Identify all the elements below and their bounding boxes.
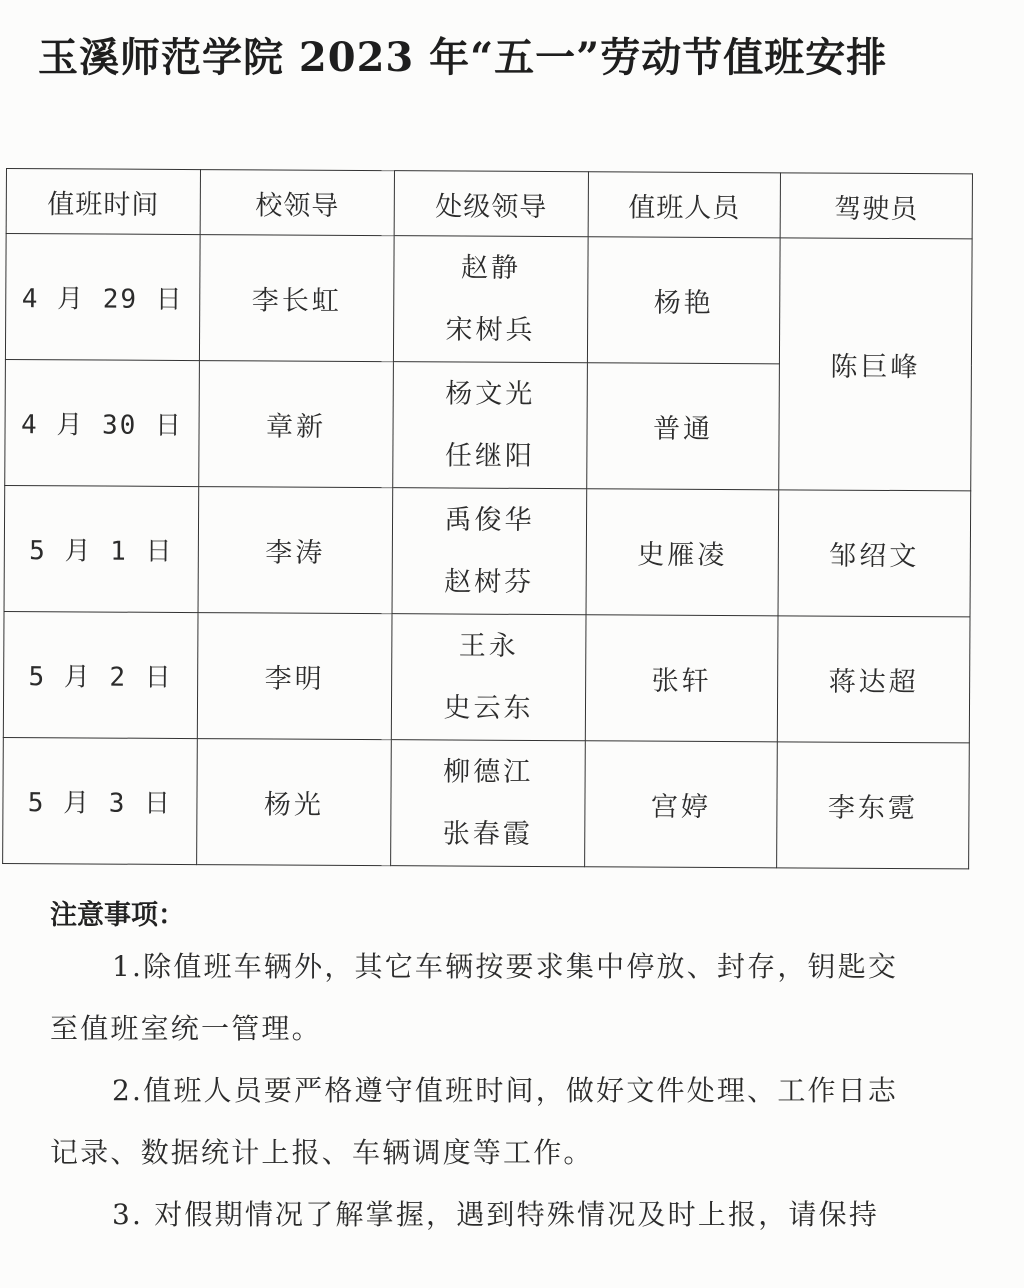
cell-date: 4 月 30 日 [5,359,200,486]
cell-duty-staff: 普通 [587,363,780,490]
dept-leader-name: 赵树芬 [444,565,535,598]
note-item-2-line-2: 记录、数据统计上报、车辆调度等工作。 [50,1136,594,1169]
cell-school-leader: 章新 [199,361,394,488]
dept-leader-name: 柳德江 [443,755,534,788]
cell-school-leader: 李长虹 [199,235,394,362]
cell-school-leader: 杨光 [197,739,392,866]
cell-duty-staff: 史雁凌 [586,489,779,616]
dept-leader-name: 史云东 [443,691,534,724]
note-item-2-line-1: 2.值班人员要严格遵守值班时间，做好文件处理、工作日志 [112,1074,899,1107]
table-row [3,611,970,742]
note-item-1-line-1: 1.除值班车辆外，其它车辆按要求集中停放、封存，钥匙交 [112,950,899,983]
dept-leader-name: 赵静 [460,252,522,284]
dept-leader-name: 禹俊华 [444,503,535,536]
notes-list [50,936,950,1246]
dept-leader-name: 宋树兵 [445,313,536,346]
table-row [4,485,971,616]
cell-driver: 李东霓 [777,742,970,869]
cell-school-leader: 李涛 [198,487,393,614]
note-item-3-line-1: 3. 对假期情况了解掌握，遇到特殊情况及时上报，请保持 [112,1198,880,1231]
page-title: 玉溪师范学院 2023 年“五一”劳动节值班安排 [38,34,888,81]
header-dept-leader: 处级领导 [394,171,588,237]
cell-dept-leaders [392,488,587,615]
cell-date: 5 月 2 日 [3,611,198,738]
header-school-leader: 校领导 [200,170,394,236]
cell-dept-leaders [391,740,586,867]
dept-leader-name: 王永 [458,630,519,662]
notes-heading: 注意事项： [50,900,185,931]
cell-duty-staff: 宫婷 [585,741,778,868]
cell-driver: 蒋达超 [777,616,970,743]
cell-driver: 邹绍文 [778,490,971,617]
note-item-1-line-2: 至值班室统一管理。 [50,1012,322,1045]
cell-dept-leaders [391,614,586,741]
header-duty-time: 值班时间 [6,169,200,235]
cell-driver-shared: 陈巨峰 [779,238,972,491]
table-row [5,234,972,365]
table-header-row [6,169,972,239]
cell-date: 4 月 29 日 [5,234,200,361]
duty-schedule-table [2,168,973,869]
header-driver: 驾驶员 [780,173,972,239]
dept-leader-name: 杨文光 [445,377,536,410]
cell-dept-leaders [393,362,588,489]
cell-school-leader: 李明 [197,613,392,740]
header-duty-staff: 值班人员 [588,172,780,238]
table-row [3,737,970,868]
dept-leader-name: 任继阳 [444,439,535,472]
cell-duty-staff: 杨艳 [587,237,780,364]
cell-date: 5 月 1 日 [4,485,199,612]
cell-duty-staff: 张轩 [585,615,778,742]
cell-date: 5 月 3 日 [3,737,198,864]
cell-dept-leaders [393,236,588,363]
dept-leader-name: 张春霞 [442,817,533,850]
